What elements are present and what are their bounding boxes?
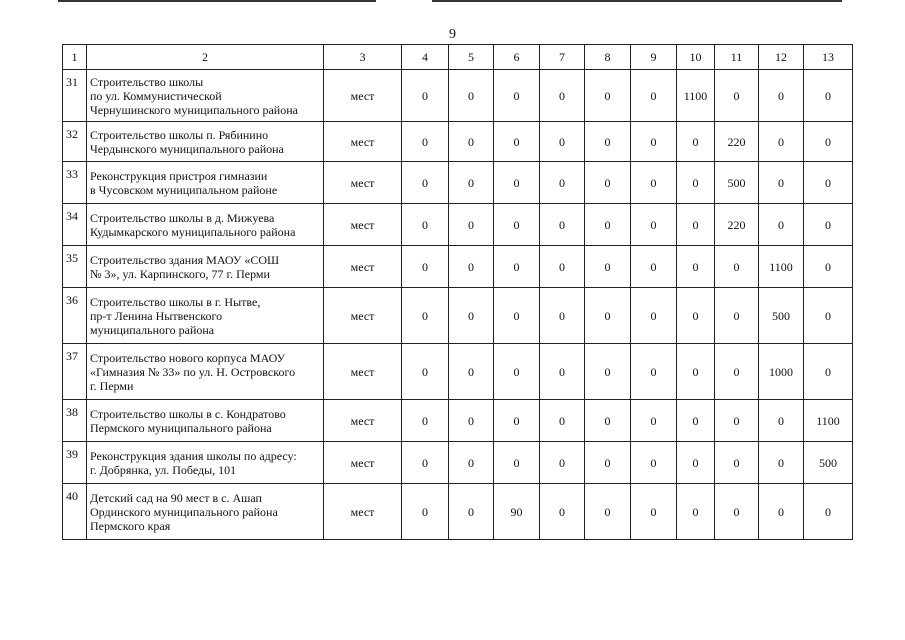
value-cell: 0 [494,344,540,400]
value-cell: 0 [715,246,759,288]
value-cell: 0 [631,246,677,288]
page-number: 9 [449,27,456,42]
header-cell: 10 [677,45,715,70]
value-cell: 220 [715,204,759,246]
unit-cell: мест [324,344,402,400]
row-number: 35 [63,246,87,288]
value-cell: 0 [677,484,715,540]
value-cell: 0 [449,484,494,540]
project-name: Реконструкция здания школы по адресу: г. Добрянка, ул. Победы, 101 [87,442,324,484]
project-name: Строительство школы п. Рябинино Чердынского муниципального района [87,122,324,162]
value-cell: 0 [494,288,540,344]
table-row [63,246,853,288]
table-row [63,344,853,400]
value-cell: 500 [715,162,759,204]
value-cell: 500 [804,442,853,484]
value-cell: 0 [585,484,631,540]
project-name: Строительство школы в с. Кондратово Пермского муниципального района [87,400,324,442]
header-cell: 1 [63,45,87,70]
value-cell: 1100 [759,246,804,288]
value-cell: 0 [715,442,759,484]
value-cell: 0 [804,122,853,162]
value-cell: 0 [804,162,853,204]
top-rule-left [58,0,376,2]
value-cell: 1100 [677,70,715,122]
unit-cell: мест [324,442,402,484]
project-name: Строительство школы в д. Мижуева Кудымкарского муниципального района [87,204,324,246]
value-cell: 0 [449,204,494,246]
value-cell: 90 [494,484,540,540]
header-cell: 9 [631,45,677,70]
header-cell: 8 [585,45,631,70]
value-cell: 220 [715,122,759,162]
project-name: Строительство нового корпуса МАОУ «Гимназия № 33» по ул. Н. Островского г. Перми [87,344,324,400]
value-cell: 0 [804,204,853,246]
value-cell: 0 [494,122,540,162]
value-cell: 0 [759,400,804,442]
value-cell: 0 [585,246,631,288]
table-row [63,442,853,484]
value-cell: 0 [494,204,540,246]
header-row [63,45,853,70]
table-row [63,400,853,442]
unit-cell: мест [324,204,402,246]
value-cell: 1100 [804,400,853,442]
table-row [63,122,853,162]
row-number: 36 [63,288,87,344]
value-cell: 0 [631,400,677,442]
value-cell: 0 [631,204,677,246]
unit-cell: мест [324,484,402,540]
value-cell: 0 [402,122,449,162]
value-cell: 0 [631,442,677,484]
value-cell: 0 [631,162,677,204]
value-cell: 0 [402,442,449,484]
table-row [63,162,853,204]
value-cell: 0 [804,484,853,540]
value-cell: 0 [402,288,449,344]
value-cell: 0 [677,122,715,162]
value-cell: 0 [677,344,715,400]
value-cell: 0 [585,288,631,344]
project-name: Строительство здания МАОУ «СОШ № 3», ул. Карпинского, 77 г. Перми [87,246,324,288]
value-cell: 0 [540,162,585,204]
unit-cell: мест [324,162,402,204]
header-cell: 12 [759,45,804,70]
value-cell: 0 [540,288,585,344]
header-cell: 4 [402,45,449,70]
row-number: 31 [63,70,87,122]
table-row [63,70,853,122]
unit-cell: мест [324,288,402,344]
value-cell: 0 [804,288,853,344]
value-cell: 0 [402,484,449,540]
header-cell: 5 [449,45,494,70]
header-cell: 2 [87,45,324,70]
table-row [63,204,853,246]
value-cell: 0 [759,122,804,162]
value-cell: 0 [449,288,494,344]
value-cell: 0 [759,204,804,246]
value-cell: 0 [402,162,449,204]
value-cell: 0 [759,442,804,484]
value-cell: 1000 [759,344,804,400]
table-row [63,288,853,344]
project-name: Детский сад на 90 мест в с. Ашап Ординского муниципального района Пермского края [87,484,324,540]
value-cell: 0 [715,70,759,122]
value-cell: 0 [631,344,677,400]
header-cell: 13 [804,45,853,70]
value-cell: 0 [677,442,715,484]
top-rule-right [432,0,842,2]
value-cell: 0 [677,204,715,246]
value-cell: 0 [402,70,449,122]
header-cell: 6 [494,45,540,70]
value-cell: 0 [402,204,449,246]
header-cell: 7 [540,45,585,70]
row-number: 32 [63,122,87,162]
value-cell: 0 [715,344,759,400]
value-cell: 0 [759,484,804,540]
value-cell: 0 [402,344,449,400]
table-row [63,484,853,540]
value-cell: 0 [449,344,494,400]
value-cell: 0 [631,70,677,122]
project-name: Строительство школы в г. Нытве, пр-т Ленина Нытвенского муниципального района [87,288,324,344]
value-cell: 0 [677,400,715,442]
value-cell: 0 [540,442,585,484]
value-cell: 0 [585,204,631,246]
value-cell: 0 [677,288,715,344]
value-cell: 0 [449,122,494,162]
header-cell: 11 [715,45,759,70]
value-cell: 0 [402,246,449,288]
value-cell: 0 [540,70,585,122]
header-cell: 3 [324,45,402,70]
project-name: Строительство школы по ул. Коммунистической Чернушинского муниципального района [87,70,324,122]
value-cell: 0 [677,246,715,288]
value-cell: 0 [540,484,585,540]
value-cell: 0 [449,400,494,442]
value-cell: 0 [585,344,631,400]
value-cell: 0 [494,162,540,204]
value-cell: 0 [494,442,540,484]
value-cell: 0 [585,442,631,484]
value-cell: 0 [540,246,585,288]
value-cell: 0 [715,400,759,442]
row-number: 34 [63,204,87,246]
unit-cell: мест [324,70,402,122]
value-cell: 0 [804,246,853,288]
project-name: Реконструкция пристроя гимназии в Чусовском муниципальном районе [87,162,324,204]
value-cell: 0 [759,70,804,122]
value-cell: 0 [540,344,585,400]
value-cell: 0 [449,246,494,288]
value-cell: 0 [585,400,631,442]
unit-cell: мест [324,246,402,288]
value-cell: 0 [540,204,585,246]
row-number: 33 [63,162,87,204]
value-cell: 0 [804,344,853,400]
value-cell: 0 [759,162,804,204]
value-cell: 0 [449,442,494,484]
row-number: 37 [63,344,87,400]
value-cell: 0 [585,162,631,204]
value-cell: 0 [449,162,494,204]
value-cell: 0 [449,70,494,122]
value-cell: 0 [585,70,631,122]
value-cell: 0 [540,400,585,442]
row-number: 38 [63,400,87,442]
data-table [62,44,853,540]
value-cell: 0 [494,246,540,288]
value-cell: 0 [402,400,449,442]
unit-cell: мест [324,122,402,162]
unit-cell: мест [324,400,402,442]
value-cell: 0 [585,122,631,162]
value-cell: 0 [715,484,759,540]
value-cell: 0 [540,122,585,162]
value-cell: 0 [631,288,677,344]
row-number: 39 [63,442,87,484]
row-number: 40 [63,484,87,540]
value-cell: 0 [631,484,677,540]
value-cell: 0 [494,400,540,442]
value-cell: 0 [715,288,759,344]
value-cell: 0 [631,122,677,162]
value-cell: 0 [494,70,540,122]
value-cell: 0 [677,162,715,204]
value-cell: 500 [759,288,804,344]
value-cell: 0 [804,70,853,122]
